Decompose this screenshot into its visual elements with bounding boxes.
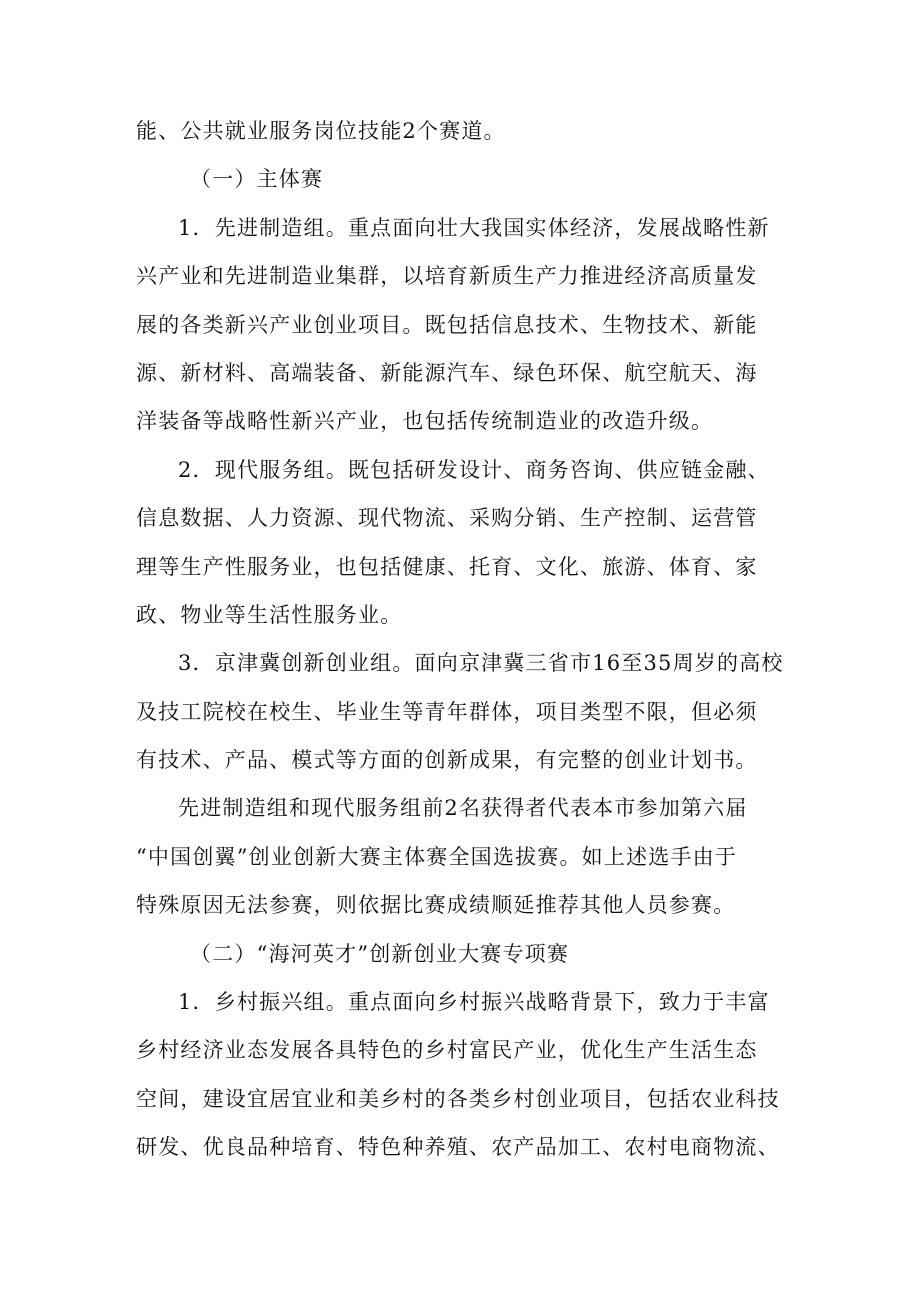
text-line: 先进制造组和现代服务组前2名获得者代表本市参加第六届 xyxy=(178,796,748,821)
text-line: 空间，建设宜居宜业和美乡村的各类乡村创业项目，包括农业科技 xyxy=(136,1086,780,1111)
text-line: 1．先进制造组。重点面向壮大我国实体经济，发展战略性新 xyxy=(178,215,770,240)
text-line: 洋装备等战略性新兴产业，也包括传统制造业的改造升级。 xyxy=(136,409,714,434)
text-line: 兴产业和先进制造业集群，以培育新质生产力推进经济高质量发 xyxy=(136,264,758,289)
text-line: 政、物业等生活性服务业。 xyxy=(136,602,403,627)
text-line: 特殊原因无法参赛，则依据比赛成绩顺延推荐其他人员参赛。 xyxy=(136,893,736,918)
text-line: 理等生产性服务业，也包括健康、托育、文化、旅游、体育、家 xyxy=(136,554,758,579)
text-line: 乡村经济业态发展各具特色的乡村富民产业，优化生产生活生态 xyxy=(136,1038,758,1063)
text-line: 研发、优良品种培育、特色种养殖、农产品加工、农村电商物流、 xyxy=(136,1135,780,1160)
text-line: 1．乡村振兴组。重点面向乡村振兴战略背景下，致力于丰富 xyxy=(178,990,770,1015)
text-line: 源、新材料、高端装备、新能源汽车、绿色环保、航空航天、海 xyxy=(136,360,758,385)
section-heading-special-competition: （二）“海河英才”创新创业大赛专项赛 xyxy=(190,941,570,966)
text-line: 展的各类新兴产业创业项目。既包括信息技术、生物技术、新能 xyxy=(136,312,758,337)
section-heading-main-competition: （一）主体赛 xyxy=(190,167,324,192)
text-line: 信息数据、人力资源、现代物流、采购分销、生产控制、运营管 xyxy=(136,506,758,531)
text-line: 及技工院校在校生、毕业生等青年群体，项目类型不限，但必须 xyxy=(136,699,758,724)
text-line: 2．现代服务组。既包括研发设计、商务咨询、供应链金融、 xyxy=(178,457,770,482)
text-line: 有技术、产品、模式等方面的创新成果，有完整的创业计划书。 xyxy=(136,748,758,773)
text-line: 3．京津冀创新创业组。面向京津冀三省市16至35周岁的高校 xyxy=(178,651,784,676)
text-line: 能、公共就业服务岗位技能2个赛道。 xyxy=(136,119,506,143)
text-line: “中国创翼”创业创新大赛主体赛全国选拔赛。如上述选手由于 xyxy=(136,844,738,869)
